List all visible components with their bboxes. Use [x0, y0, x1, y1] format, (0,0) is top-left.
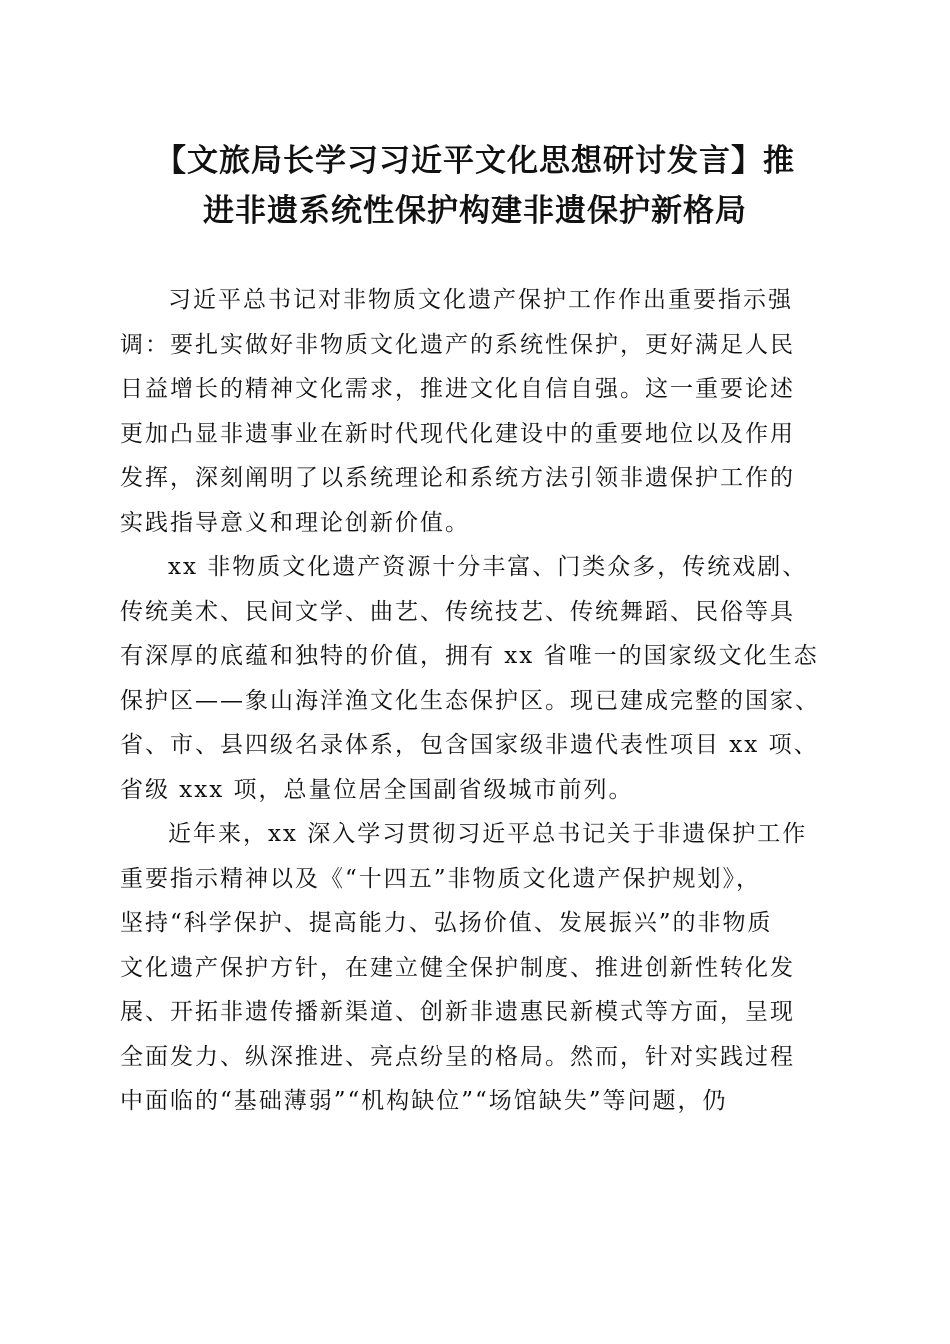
document-body	[120, 278, 830, 1124]
paragraph-line: 实践指导意义和理论创新价值。	[120, 509, 470, 536]
paragraph-line: 更加凸显非遗事业在新时代现代化建设中的重要地位以及作用	[120, 420, 795, 447]
paragraph-line: 保护区——象山海洋渔文化生态保护区。现已建成完整的国家、	[120, 687, 820, 714]
title-line: 进非遗系统性保护构建非遗保护新格局	[203, 193, 747, 229]
paragraph-2	[120, 545, 830, 812]
paragraph-line: 传统美术、民间文学、曲艺、传统技艺、传统舞蹈、民俗等具	[120, 598, 795, 625]
paragraph-line: 坚持“科学保护、提高能力、弘扬价值、发展振兴”的非物质	[120, 910, 773, 936]
paragraph-1	[120, 278, 830, 545]
paragraph-line: 全面发力、纵深推进、亮点纷呈的格局。然而，针对实践过程	[120, 1043, 795, 1070]
paragraph-line: xx 非物质文化遗产资源十分丰富、门类众多，传统戏剧、	[168, 554, 808, 580]
paragraph-line: 日益增长的精神文化需求，推进文化自信自强。这一重要论述	[120, 376, 795, 402]
document-title	[120, 136, 830, 236]
title-line: 【文旅局长学习习近平文化思想研讨发言】推	[155, 143, 795, 179]
paragraph-line: 省级 xxx 项，总量位居全国副省级城市前列。	[120, 776, 634, 803]
paragraph-line: 调：要扎实做好非物质文化遗产的系统性保护，更好满足人民	[120, 331, 795, 358]
paragraph-line: 文化遗产保护方针，在建立健全保护制度、推进创新性转化发	[120, 954, 795, 981]
paragraph-3	[120, 812, 830, 1124]
paragraph-line: 发挥，深刻阐明了以系统理论和系统方法引领非遗保护工作的	[120, 465, 795, 491]
paragraph-line: 展、开拓非遗传播新渠道、创新非遗惠民新模式等方面，呈现	[120, 999, 795, 1025]
paragraph-line: 习近平总书记对非物质文化遗产保护工作作出重要指示强	[168, 287, 793, 313]
paragraph-line: 省、市、县四级名录体系，包含国家级非遗代表性项目 xx 项、	[120, 732, 819, 758]
paragraph-line: 中面临的“基础薄弱”“机构缺位”“场馆缺失”等问题，仍	[120, 1088, 728, 1114]
paragraph-line: 近年来，xx 深入学习贯彻习近平总书记关于非遗保护工作	[168, 821, 808, 847]
paragraph-line: 有深厚的底蕴和独特的价值，拥有 xx 省唯一的国家级文化生态	[120, 643, 819, 669]
paragraph-line: 重要指示精神以及《“十四五”非物质文化遗产保护规划》，	[120, 865, 762, 892]
